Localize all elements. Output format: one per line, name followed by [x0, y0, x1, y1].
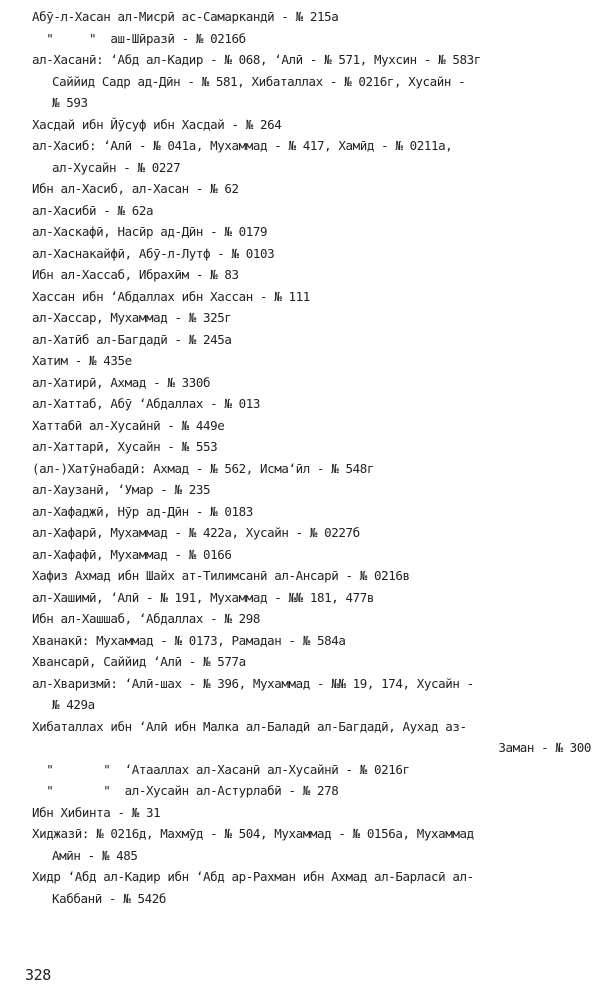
entry-line: " " ал-Хусайн ал-Астурлабӣ - № 278 — [32, 783, 339, 798]
index-entry — [32, 286, 607, 308]
entry-line: Ибн Хибинта - № 31 — [32, 804, 161, 820]
entry-continuation-line: Амӣн - № 485 — [52, 847, 138, 863]
entry-line: ал-Хатирӣ, Ахмад - № 330б — [32, 374, 211, 390]
entry-line: ал-Хафафӣ, Мухаммад - № 0166 — [32, 546, 232, 562]
index-entry — [32, 393, 607, 415]
index-entry — [32, 673, 607, 716]
entry-line: Хатим - № 435е — [32, 353, 132, 368]
index-entry — [32, 135, 607, 178]
entry-line: Хидр ʻАбд ал-Кадир ибн ʻАбд ар-Рахман ибн Ахмад ал-Барласӣ ал- — [32, 869, 474, 884]
entry-continuation-line: Каббанӣ - № 542б — [52, 890, 167, 906]
entry-line: Хванакӣ: Мухаммад - № 0173, Рамадан - № 584а — [32, 632, 346, 648]
entry-line: Хасдай ибн Йӯсуф ибн Хасдай - № 264 — [32, 116, 282, 132]
entry-line: ал-Хаттарӣ, Хусайн - № 553 — [32, 439, 218, 454]
entry-continuation-line: № 593 — [52, 95, 88, 110]
index-entry — [32, 221, 607, 243]
entry-line: ал-Хаузанӣ, ʻУмар - № 235 — [32, 482, 211, 497]
index-entry — [32, 522, 607, 544]
index-entry — [32, 866, 607, 909]
index-entry — [32, 6, 607, 28]
entry-line: Ибн ал-Хассаб, Ибрахӣм - № 83 — [32, 267, 239, 282]
index-entry — [32, 458, 607, 480]
index-entry — [32, 587, 607, 609]
entry-line: (ал-)Хатӯнабадӣ: Ахмад - № 562, Исмаʻӣл - № 548г — [32, 460, 375, 476]
entry-continuation-line: № 429а — [52, 697, 95, 712]
index-entry — [32, 565, 607, 587]
index-entry — [32, 501, 607, 523]
entry-line: ал-Хашимӣ, ʻАлӣ - № 191, Мухаммад - №№ 181, 477в — [32, 589, 375, 605]
entry-line: Хаттабӣ ал-Хусайнӣ - № 449е — [32, 417, 225, 433]
page-number: 328 — [25, 966, 51, 984]
entry-line: Абӯ-л-Хасан ал-Мисрӣ ас-Самаркандӣ - № 215а — [32, 9, 339, 24]
entry-line: ал-Хасиб: ʻАлӣ - № 041а, Мухаммад - № 417, Хамӣд - № 0211а, — [32, 138, 453, 153]
entry-line: " " ʻАтааллах ал-Хасанӣ ал-Хусайнӣ - № 0216г — [32, 761, 410, 777]
index-entry — [32, 630, 607, 652]
index-entry — [32, 823, 607, 866]
entry-line: " " аш-Шӣразӣ - № 0216б — [32, 30, 246, 46]
entry-line: Ибн ал-Хасиб, ал-Хасан - № 62 — [32, 181, 239, 196]
index-entry — [32, 759, 607, 781]
entry-continuation-line: ал-Хусайн - № 0227 — [52, 159, 181, 175]
index-entry — [32, 415, 607, 437]
index-entry — [32, 608, 607, 630]
index-entry — [32, 243, 607, 265]
entry-line: ал-Хасанӣ: ʻАбд ал-Кадир - № 068, ʻАлӣ - № 571, Мухсин - № 583г — [32, 52, 481, 67]
entry-line: Хассан ибн ʻАбдаллах ибн Хассан - № 111 — [32, 288, 310, 304]
entry-continuation-line: Саййид Садр ад-Дӣн - № 581, Хибаталлах - № 0216г, Хусайн - — [52, 73, 466, 89]
entry-line: Хибаталлах ибн ʻАлӣ ибн Малка ал-Баладӣ ал-Багдадӣ, Аухад аз- — [32, 718, 467, 734]
index-entries — [32, 6, 607, 909]
entry-line: Ибн ал-Хашшаб, ʻАбдаллах - № 298 — [32, 611, 261, 626]
index-entry — [32, 544, 607, 566]
index-entry — [32, 307, 607, 329]
entry-line: ал-Хафаджӣ, Нӯр ад-Дӣн - № 0183 — [32, 503, 253, 519]
index-entry — [32, 49, 607, 114]
entry-line: ал-Хаттаб, Абӯ ʻАбдаллах - № 013 — [32, 396, 261, 411]
index-entry — [32, 372, 607, 394]
entry-continuation-line: Заман - № 300 — [498, 740, 591, 755]
entry-line: ал-Хатӣб ал-Багдадӣ - № 245а — [32, 331, 232, 347]
index-entry — [32, 264, 607, 286]
index-entry — [32, 114, 607, 136]
index-entry — [32, 780, 607, 802]
entry-line: Хвансарӣ, Саййид ʻАлӣ - № 577а — [32, 654, 246, 669]
index-entry — [32, 28, 607, 50]
entry-line: Хафиз Ахмад ибн Шайх ат-Тилимсанӣ ал-Ансарӣ - № 0216в — [32, 568, 410, 583]
entry-line: ал-Хаснакайфӣ, Абӯ-л-Лутф - № 0103 — [32, 245, 275, 261]
entry-line: ал-Хассар, Мухаммад - № 325г — [32, 310, 232, 325]
index-entry — [32, 436, 607, 458]
index-entry — [32, 178, 607, 200]
index-entry — [32, 200, 607, 222]
entry-line: ал-Хаскафӣ, Насӣр ад-Дӣн - № 0179 — [32, 224, 268, 239]
index-entry — [32, 802, 607, 824]
index-entry — [32, 350, 607, 372]
index-entry — [32, 716, 607, 759]
entry-line: Хиджазӣ: № 0216д, Махмӯд - № 504, Мухаммад - № 0156а, Мухаммад — [32, 826, 474, 841]
entry-line: ал-Хваризмӣ: ʻАлӣ-шах - № 396, Мухаммад - №№ 19, 174, Хусайн - — [32, 675, 474, 691]
entry-line: ал-Хасибӣ - № 62а — [32, 202, 154, 218]
index-entry — [32, 329, 607, 351]
entry-line: ал-Хафарӣ, Мухаммад - № 422а, Хусайн - № 0227б — [32, 525, 360, 540]
index-entry — [32, 479, 607, 501]
index-entry — [32, 651, 607, 673]
